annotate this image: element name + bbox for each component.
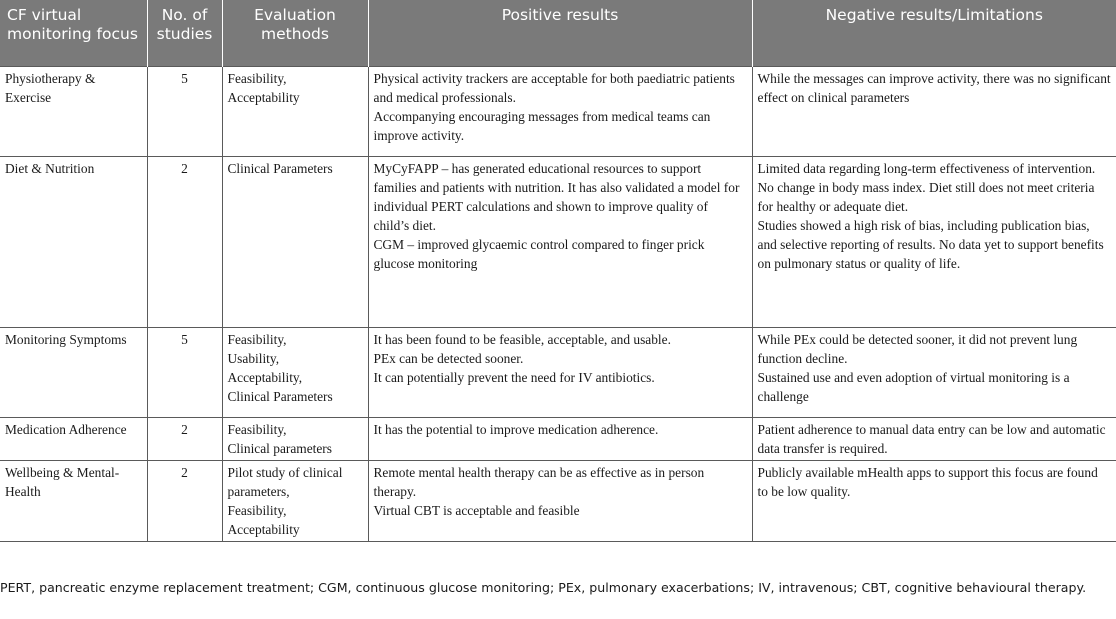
focus-text: Physiotherapy & Exercise [5, 70, 96, 105]
method-item: Clinical Parameters [227, 160, 333, 176]
negative-cell [752, 66, 1116, 156]
focus-cell [0, 417, 147, 460]
negative-item: While PEx could be detected sooner, it did not prevent lung function decline. [757, 331, 1078, 366]
negative-cell [752, 327, 1116, 417]
table-row [0, 327, 1116, 417]
positive-item: Physical activity trackers are acceptable for both paediatric patients and medical professionals. [373, 70, 735, 105]
negative-item: Publicly available mHealth apps to support this focus are found to be low quality. [757, 464, 1098, 499]
positive-cell [368, 460, 752, 541]
studies-cell [147, 417, 222, 460]
focus-cell [0, 460, 147, 541]
positive-item: Virtual CBT is acceptable and feasible [373, 502, 580, 518]
positive-item: PEx can be detected sooner. [373, 350, 524, 366]
positive-item: CGM – improved glycaemic control compared to finger prick glucose monitoring [373, 236, 705, 271]
negative-item: Limited data regarding long-term effectiveness of intervention. [757, 160, 1096, 176]
negative-item: Patient adherence to manual data entry can be low and automatic data transfer is required. [757, 421, 1106, 456]
methods-cell [222, 417, 368, 460]
focus-cell [0, 66, 147, 156]
focus-text: Monitoring Symptoms [5, 331, 127, 347]
studies-count: 5 [181, 70, 188, 86]
studies-count: 2 [181, 421, 188, 437]
positive-cell [368, 327, 752, 417]
negative-cell [752, 460, 1116, 541]
header-positive: Positive results [368, 0, 752, 66]
positive-cell [368, 156, 752, 327]
methods-cell [222, 460, 368, 541]
method-item: Acceptability, [227, 369, 303, 385]
focus-text: Diet & Nutrition [5, 160, 95, 176]
methods-cell [222, 327, 368, 417]
studies-count: 2 [181, 464, 188, 480]
positive-item: MyCyFAPP – has generated educational resources to support families and patients with nutrition. It has also validated a model for individual PERT calculations and shown to improve quality of child’s diet. [373, 160, 740, 233]
negative-item: Sustained use and even adoption of virtual monitoring is a challenge [757, 369, 1070, 404]
negative-item: While the messages can improve activity, there was no significant effect on clinical parameters [757, 70, 1111, 105]
focus-text: Wellbeing & Mental-Health [5, 464, 120, 499]
studies-count: 5 [181, 331, 188, 347]
table-footnote: PERT, pancreatic enzyme replacement treatment; CGM, continuous glucose monitoring; PEx, pulmonary exacerbations; IV, intravenous; CBT, cognitive behavioural therapy. [0, 580, 1087, 595]
positive-cell [368, 417, 752, 460]
negative-cell [752, 417, 1116, 460]
negative-cell [752, 156, 1116, 327]
negative-item: Studies showed a high risk of bias, including publication bias, and selective reporting of results. No data yet to support benefits on pulmonary status or quality of life. [757, 217, 1104, 271]
header-studies: No. of studies [147, 0, 222, 66]
studies-cell [147, 156, 222, 327]
focus-text: Medication Adherence [5, 421, 127, 437]
methods-cell [222, 156, 368, 327]
positive-item: Accompanying encouraging messages from medical teams can improve activity. [373, 108, 711, 143]
negative-item: No change in body mass index. Diet still does not meet criteria for healthy or adequate diet. [757, 179, 1095, 214]
method-item: Feasibility, [227, 421, 287, 437]
studies-cell [147, 66, 222, 156]
method-item: Usability, [227, 350, 280, 366]
focus-cell [0, 327, 147, 417]
studies-cell [147, 327, 222, 417]
table-row [0, 156, 1116, 327]
method-item: Feasibility, [227, 502, 287, 518]
header-row [0, 0, 1116, 66]
methods-cell [222, 66, 368, 156]
studies-count: 2 [181, 160, 188, 176]
method-item: Feasibility, [227, 331, 287, 347]
method-item: Clinical parameters [227, 440, 332, 456]
focus-cell [0, 156, 147, 327]
positive-item: Remote mental health therapy can be as effective as in person therapy. [373, 464, 705, 499]
header-methods: Evaluation methods [222, 0, 368, 66]
table-row [0, 417, 1116, 460]
table-row [0, 460, 1116, 541]
table-row [0, 66, 1116, 156]
header-negative: Negative results/Limitations [752, 0, 1116, 66]
positive-item: It can potentially prevent the need for IV antibiotics. [373, 369, 655, 385]
method-item: Clinical Parameters [227, 388, 333, 404]
table-body [0, 66, 1116, 541]
positive-item: It has been found to be feasible, acceptable, and usable. [373, 331, 671, 347]
method-item: Pilot study of clinical parameters, [227, 464, 343, 499]
method-item: Acceptability [227, 89, 300, 105]
positive-item: It has the potential to improve medication adherence. [373, 421, 659, 437]
studies-cell [147, 460, 222, 541]
method-item: Acceptability [227, 521, 300, 537]
header-focus: CF virtual monitoring focus [0, 0, 147, 66]
method-item: Feasibility, [227, 70, 287, 86]
positive-cell [368, 66, 752, 156]
table-header [0, 0, 1116, 66]
